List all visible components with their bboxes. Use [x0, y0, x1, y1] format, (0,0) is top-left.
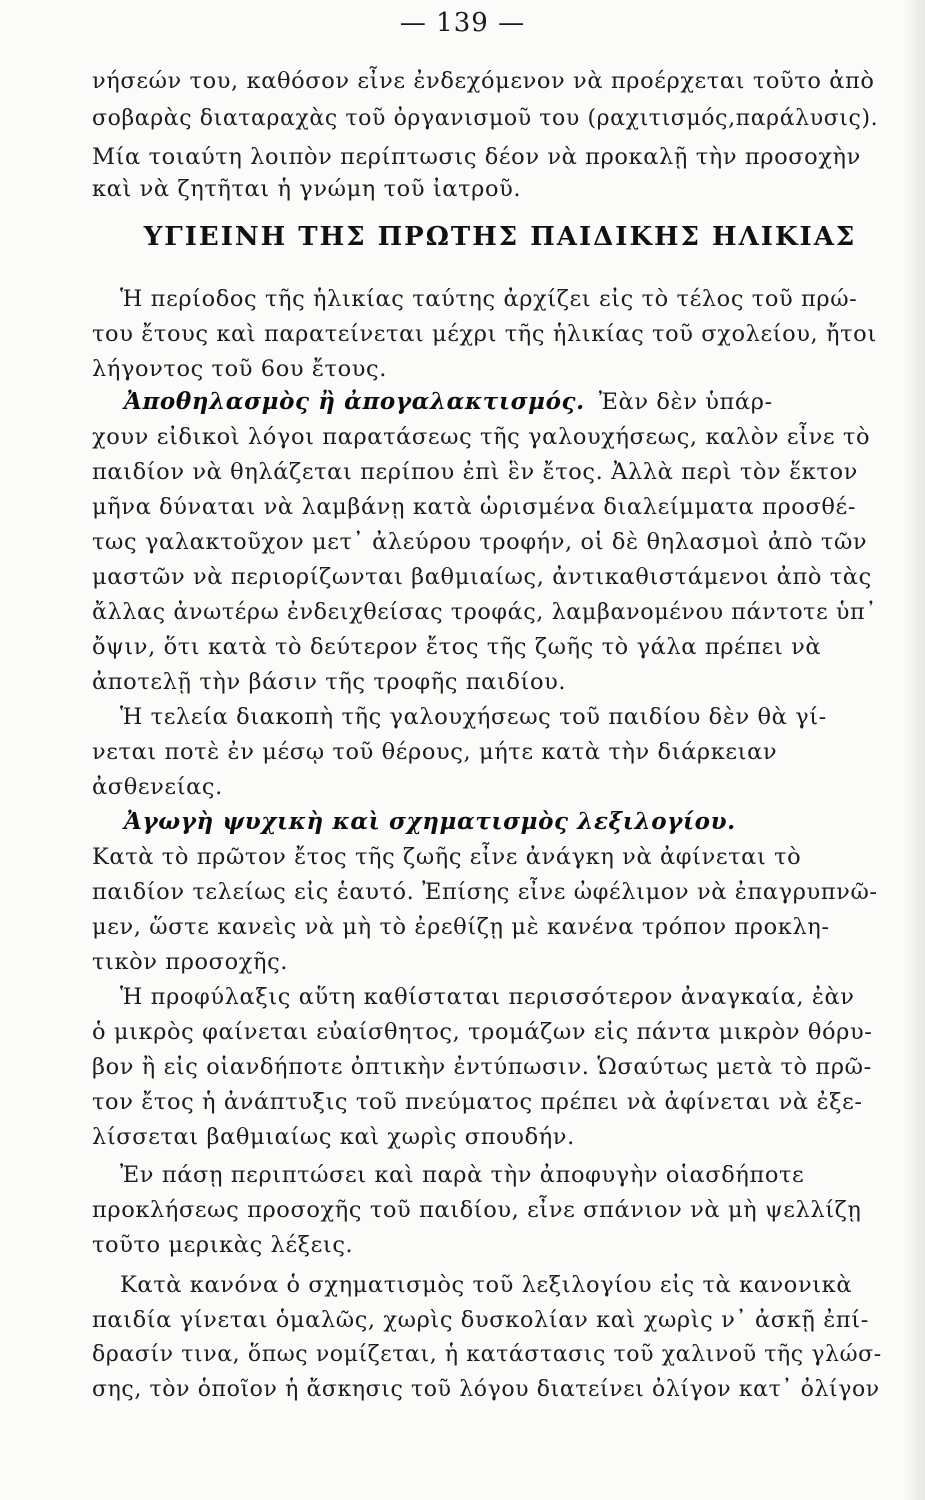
text-line: τικὸν προσοχῆς. [92, 949, 289, 975]
text-line: δρασίν τινα, ὅπως νομίζεται, ἡ κατάστασις τοῦ χαλινοῦ τῆς γλώσ- [92, 1342, 882, 1367]
text-line: καὶ νὰ ζητῆται ἡ γνώμη τοῦ ἰατροῦ. [92, 176, 522, 202]
text-line: Ἐν πάσῃ περιπτώσει καὶ παρὰ τὴν ἀποφυγὴν οἱασδήποτε [120, 1162, 805, 1188]
text-line: Κατὰ τὸ πρῶτον ἔτος τῆς ζωῆς εἶνε ἀνάγκη νὰ ἀφίνεται τὸ [92, 844, 802, 870]
text-line: Ἡ τελεία διακοπὴ τῆς γαλουχήσεως τοῦ παιδίου δὲν θὰ γί- [120, 704, 827, 730]
text-line: μαστῶν νὰ περιορίζωνται βαθμιαίως, ἀντικαθιστάμενοι ἀπὸ τὰς [92, 564, 872, 590]
text-line: νήσεών του, καθόσον εἶνε ἐνδεχόμενον νὰ προέρχεται τοῦτο ἀπὸ [92, 68, 875, 94]
text-line: Μία τοιαύτη λοιπὸν περίπτωσις δέον νὰ προκαλῇ τὴν προσοχὴν [92, 144, 861, 170]
text-line: λήγοντος τοῦ 6ου ἔτους. [92, 356, 387, 382]
text-line: παιδίον νὰ θηλάζεται περίπου ἐπὶ ἓν ἔτος. Ἀλλὰ περὶ τὸν ἕκτον [92, 459, 858, 485]
text-line: ἄλλας ἀνωτέρω ἐνδειχθείσας τροφάς, λαμβανομένου πάντοτε ὑπ᾽ [92, 599, 877, 625]
page-number: — 139 — [399, 8, 526, 38]
text-line: ἀσθενείας. [92, 774, 223, 800]
text-line: βον ἢ εἰς οἱανδήποτε ὀπτικὴν ἐντύπωσιν. Ὡσαύτως μετὰ τὸ πρῶ- [92, 1054, 872, 1080]
text-line: μεν, ὥστε κανεὶς νὰ μὴ τὸ ἐρεθίζῃ μὲ κανένα τρόπον προκλη- [92, 914, 830, 940]
subsection-title-weaning: Ἀποθηλασμὸς ἢ ἀπογαλακτισμός. [124, 388, 585, 415]
text-fragment: Ἐὰν δὲν ὑπάρ- [598, 389, 773, 415]
page-edge-shadow [903, 0, 925, 1500]
subsection-title-line [92, 805, 882, 839]
text-line: Κατὰ κανόνα ὁ σχηματισμὸς τοῦ λεξιλογίου εἰς τὰ κανονικὰ [120, 1272, 853, 1298]
text-line: παιδίον τελείως εἰς ἑαυτό. Ἐπίσης εἶνε ὠφέλιμον νὰ ἐπαγρυπνῶ- [92, 879, 878, 905]
text-line: Ἡ προφύλαξις αὕτη καθίσταται περισσότερον ἀναγκαία, ἐὰν [120, 984, 855, 1010]
text-line: σης, τὸν ὁποῖον ἡ ἄσκησις τοῦ λόγου διατείνει ὀλίγον κατ᾽ ὀλίγον [92, 1377, 880, 1402]
text-line: μῆνα δύναται νὰ λαμβάνῃ κατὰ ὡρισμένα διαλείμματα προσθέ- [92, 494, 857, 520]
section-heading: ΥΓΙΕΙΝΗ ΤΗΣ ΠΡΩΤΗΣ ΠΑΙΔΙΚΗΣ ΗΛΙΚΙΑΣ [143, 222, 857, 252]
text-line: νεται ποτὲ ἐν μέσῳ τοῦ θέρους, μήτε κατὰ τὴν διάρκειαν [92, 739, 778, 765]
text-line: τον ἔτος ἡ ἀνάπτυξις τοῦ πνεύματος πρέπει νὰ ἀφίνεται νὰ ἐξε- [92, 1089, 863, 1115]
text-line: ἀποτελῇ τὴν βάσιν τῆς τροφῆς παιδίου. [92, 669, 567, 695]
text-line: ὁ μικρὸς φαίνεται εὐαίσθητος, τρομάζων εἰς πάντα μικρὸν θόρυ- [92, 1019, 873, 1045]
subsection-title-education: Ἀγωγὴ ψυχικὴ καὶ σχηματισμὸς λεξιλογίου. [124, 808, 736, 835]
text-line: τοῦτο μερικὰς λέξεις. [92, 1232, 354, 1258]
text-line: σοβαρὰς διαταραχὰς τοῦ ὀργανισμοῦ του (ραχιτισμός,παράλυσις). [92, 106, 879, 131]
text-line: του ἔτους καὶ παρατείνεται μέχρι τῆς ἡλικίας τοῦ σχολείου, ἤτοι [92, 321, 877, 347]
text-line: Ἡ περίοδος τῆς ἡλικίας ταύτης ἀρχίζει εἰς τὸ τέλος τοῦ πρώ- [120, 286, 858, 312]
text-line: χουν εἰδικοὶ λόγοι παρατάσεως τῆς γαλουχήσεως, καλὸν εἶνε τὸ [92, 424, 871, 450]
text-line: προκλήσεως προσοχῆς τοῦ παιδίου, εἶνε σπάνιον νὰ μὴ ψελλίζῃ [92, 1197, 862, 1223]
text-line: παιδία γίνεται ὁμαλῶς, χωρὶς δυσκολίαν καὶ χωρὶς ν᾽ ἀσκῇ ἐπί- [92, 1307, 869, 1333]
text-line: λίσσεται βαθμιαίως καὶ χωρὶς σπουδήν. [92, 1124, 575, 1150]
subsection-first-line [92, 385, 882, 419]
text-line: τως γαλακτοῦχον μετ᾽ ἀλεύρου τροφήν, οἱ δὲ θηλασμοὶ ἀπὸ τῶν [92, 529, 868, 555]
text-line: ὄψιν, ὅτι κατὰ τὸ δεύτερον ἔτος τῆς ζωῆς τὸ γάλα πρέπει νὰ [92, 634, 822, 660]
